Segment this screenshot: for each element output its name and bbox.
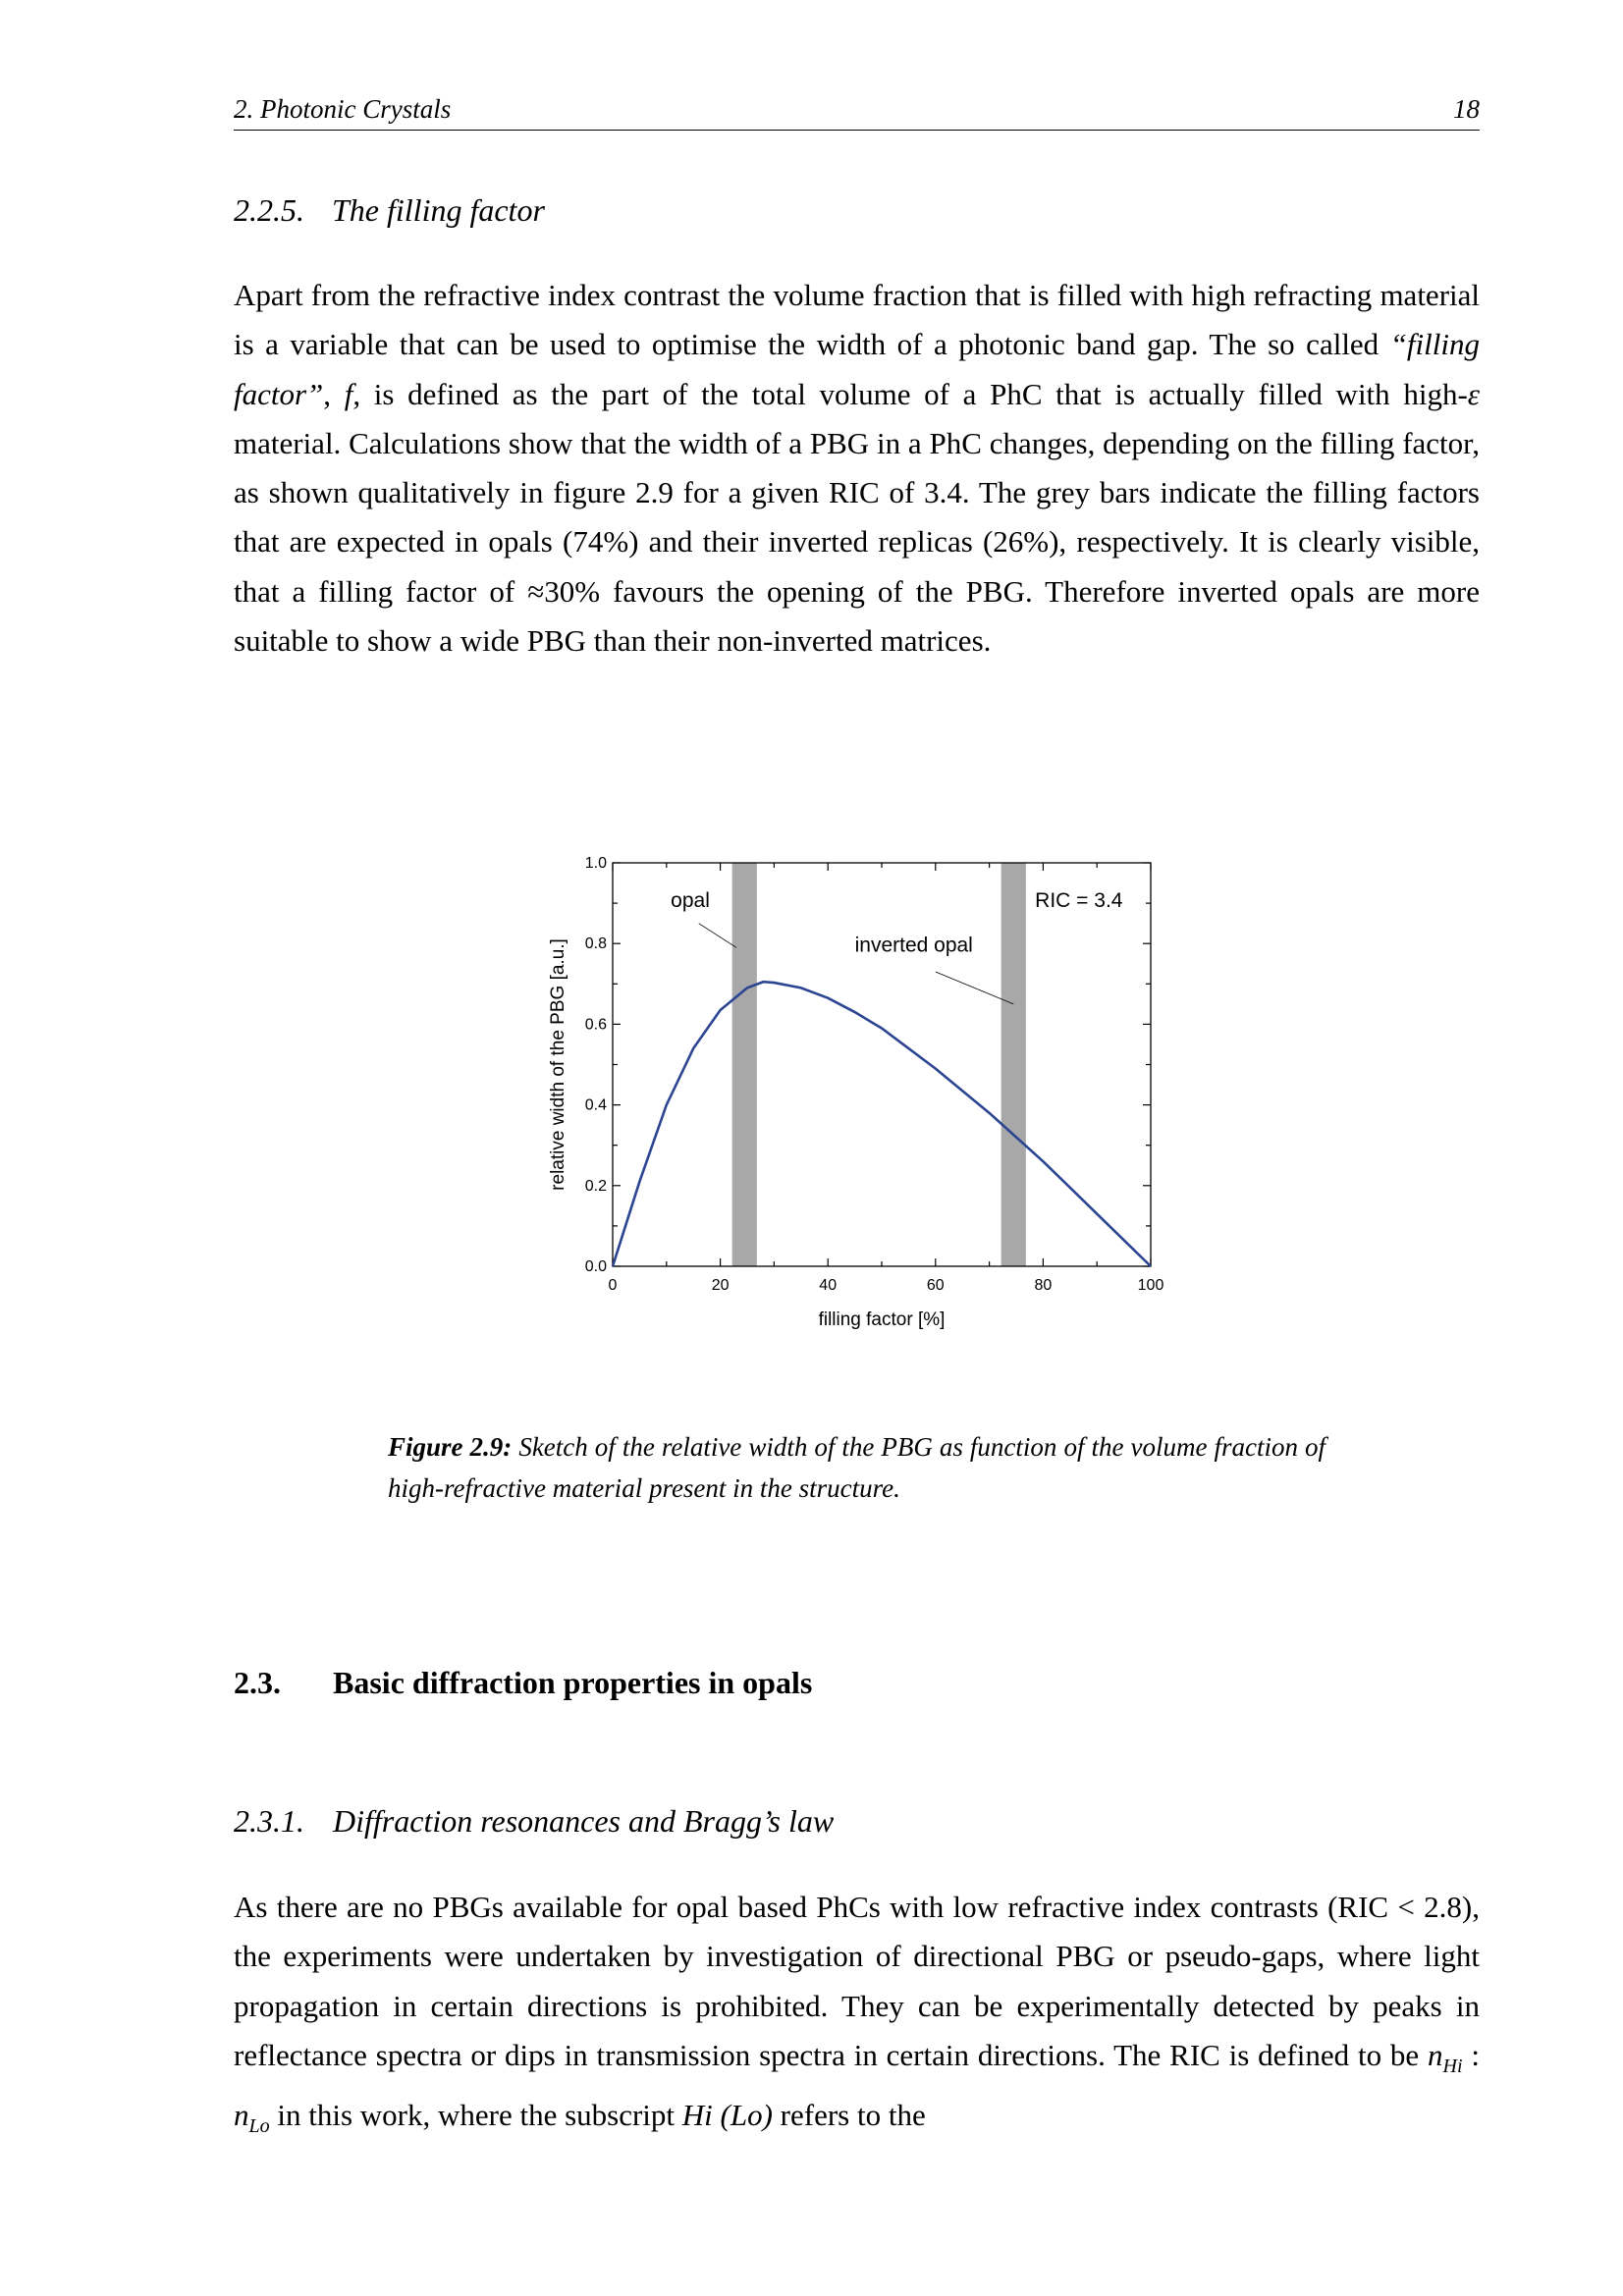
text: , is defined as the part of the total volume of a PhC that is actually filled with high- (352, 376, 1468, 411)
n-lo: $n_{Lo}$ (234, 2098, 270, 2138)
annotation-opal: opal (671, 889, 710, 913)
y-tick-label: 0.4 (584, 1096, 607, 1114)
paragraph-diffraction (234, 1883, 1480, 2152)
y-tick-label: 0.8 (584, 935, 607, 953)
text: : (1462, 2037, 1480, 2072)
section-title: Basic diffraction properties in opals (333, 1665, 813, 1700)
band-opal (732, 863, 757, 1266)
x-tick-label: 40 (819, 1277, 838, 1294)
y-tick-label: 0.6 (584, 1016, 607, 1034)
y-tick-label: 1.0 (584, 855, 607, 872)
x-tick-label: 20 (711, 1277, 730, 1294)
pbg-width-curve (613, 982, 1151, 1266)
y-tick-label: 0.2 (584, 1177, 607, 1195)
x-tick-label: 80 (1034, 1277, 1053, 1294)
annotation-ric: RIC = 3.4 (1035, 889, 1123, 913)
section-number: 2.3.1. (234, 1803, 304, 1839)
figure-2-9-chart (511, 834, 1198, 1345)
text: As there are no PBGs available for opal based PhCs with low refractive index contrasts (RIC < 2.8), the experiments were undertaken by investigation of directional PBG or pseudo-gaps, where light propagation in certain directions is prohibited. They can be experimentally detected by peaks in reflectance spectra or dips in transmission spectra in certain directions. The RIC is defined to be (234, 1890, 1480, 2072)
section-heading-2-3-1 (234, 1803, 834, 1840)
section-heading-2-2-5 (234, 192, 545, 229)
section-title: Diffraction resonances and Bragg’s law (333, 1803, 835, 1839)
page-number: 18 (1453, 94, 1480, 124)
text-italic: “filling factor” (234, 327, 1480, 411)
n-hi: $n_{Hi}$ (1428, 2037, 1463, 2078)
x-axis-label: filling factor [%] (818, 1309, 946, 1330)
text: Apart from the refractive index contrast the volume fraction that is filled with high refracting material is a variable that can be used to optimise the width of a photonic band gap. The so called (234, 278, 1480, 362)
paragraph-filling-factor (234, 271, 1480, 666)
plot-frame (613, 863, 1151, 1266)
text-italic: f (344, 376, 353, 411)
text: refers to the (772, 2098, 926, 2133)
band-inverted-opal (1001, 863, 1026, 1266)
text: , (323, 376, 345, 411)
y-axis-label: relative width of the PBG [a.u.] (548, 938, 568, 1191)
text: in this work, where the subscript (269, 2098, 682, 2133)
text-italic: Hi (Lo) (681, 2098, 773, 2133)
text-italic: ε (1467, 376, 1480, 411)
section-heading-2-3 (234, 1665, 812, 1701)
section-number: 2.3. (234, 1665, 281, 1700)
x-tick-label: 100 (1137, 1277, 1164, 1294)
text: material. Calculations show that the width of a PBG in a PhC changes, depending on the filling factor, as shown qualitatively in figure 2.9 for a given RIC of 3.4. The grey bars indicate the filling factors that are expected in opals (74%) and their inverted replicas (26%), respectively. It is clearly visible, that a filling factor of ≈30% favours the opening of the PBG. Therefore inverted opals are more suitable to show a wide PBG than their non-inverted matrices. (234, 425, 1480, 659)
running-header (234, 94, 1480, 131)
section-title: The filling factor (332, 192, 545, 228)
figure-caption (388, 1426, 1325, 1509)
leader-line-opal (699, 924, 736, 948)
y-tick-label: 0.0 (584, 1258, 607, 1275)
x-tick-label: 60 (926, 1277, 945, 1294)
x-tick-label: 0 (608, 1277, 618, 1294)
annotation-inverted-opal: inverted opal (854, 934, 973, 957)
chapter-title: 2. Photonic Crystals (234, 94, 452, 124)
caption-text: Sketch of the relative width of the PBG as function of the volume fraction of high-refractive material present in the structure. (388, 1432, 1325, 1503)
section-number: 2.2.5. (234, 192, 304, 228)
caption-label: Figure 2.9: (388, 1432, 513, 1462)
